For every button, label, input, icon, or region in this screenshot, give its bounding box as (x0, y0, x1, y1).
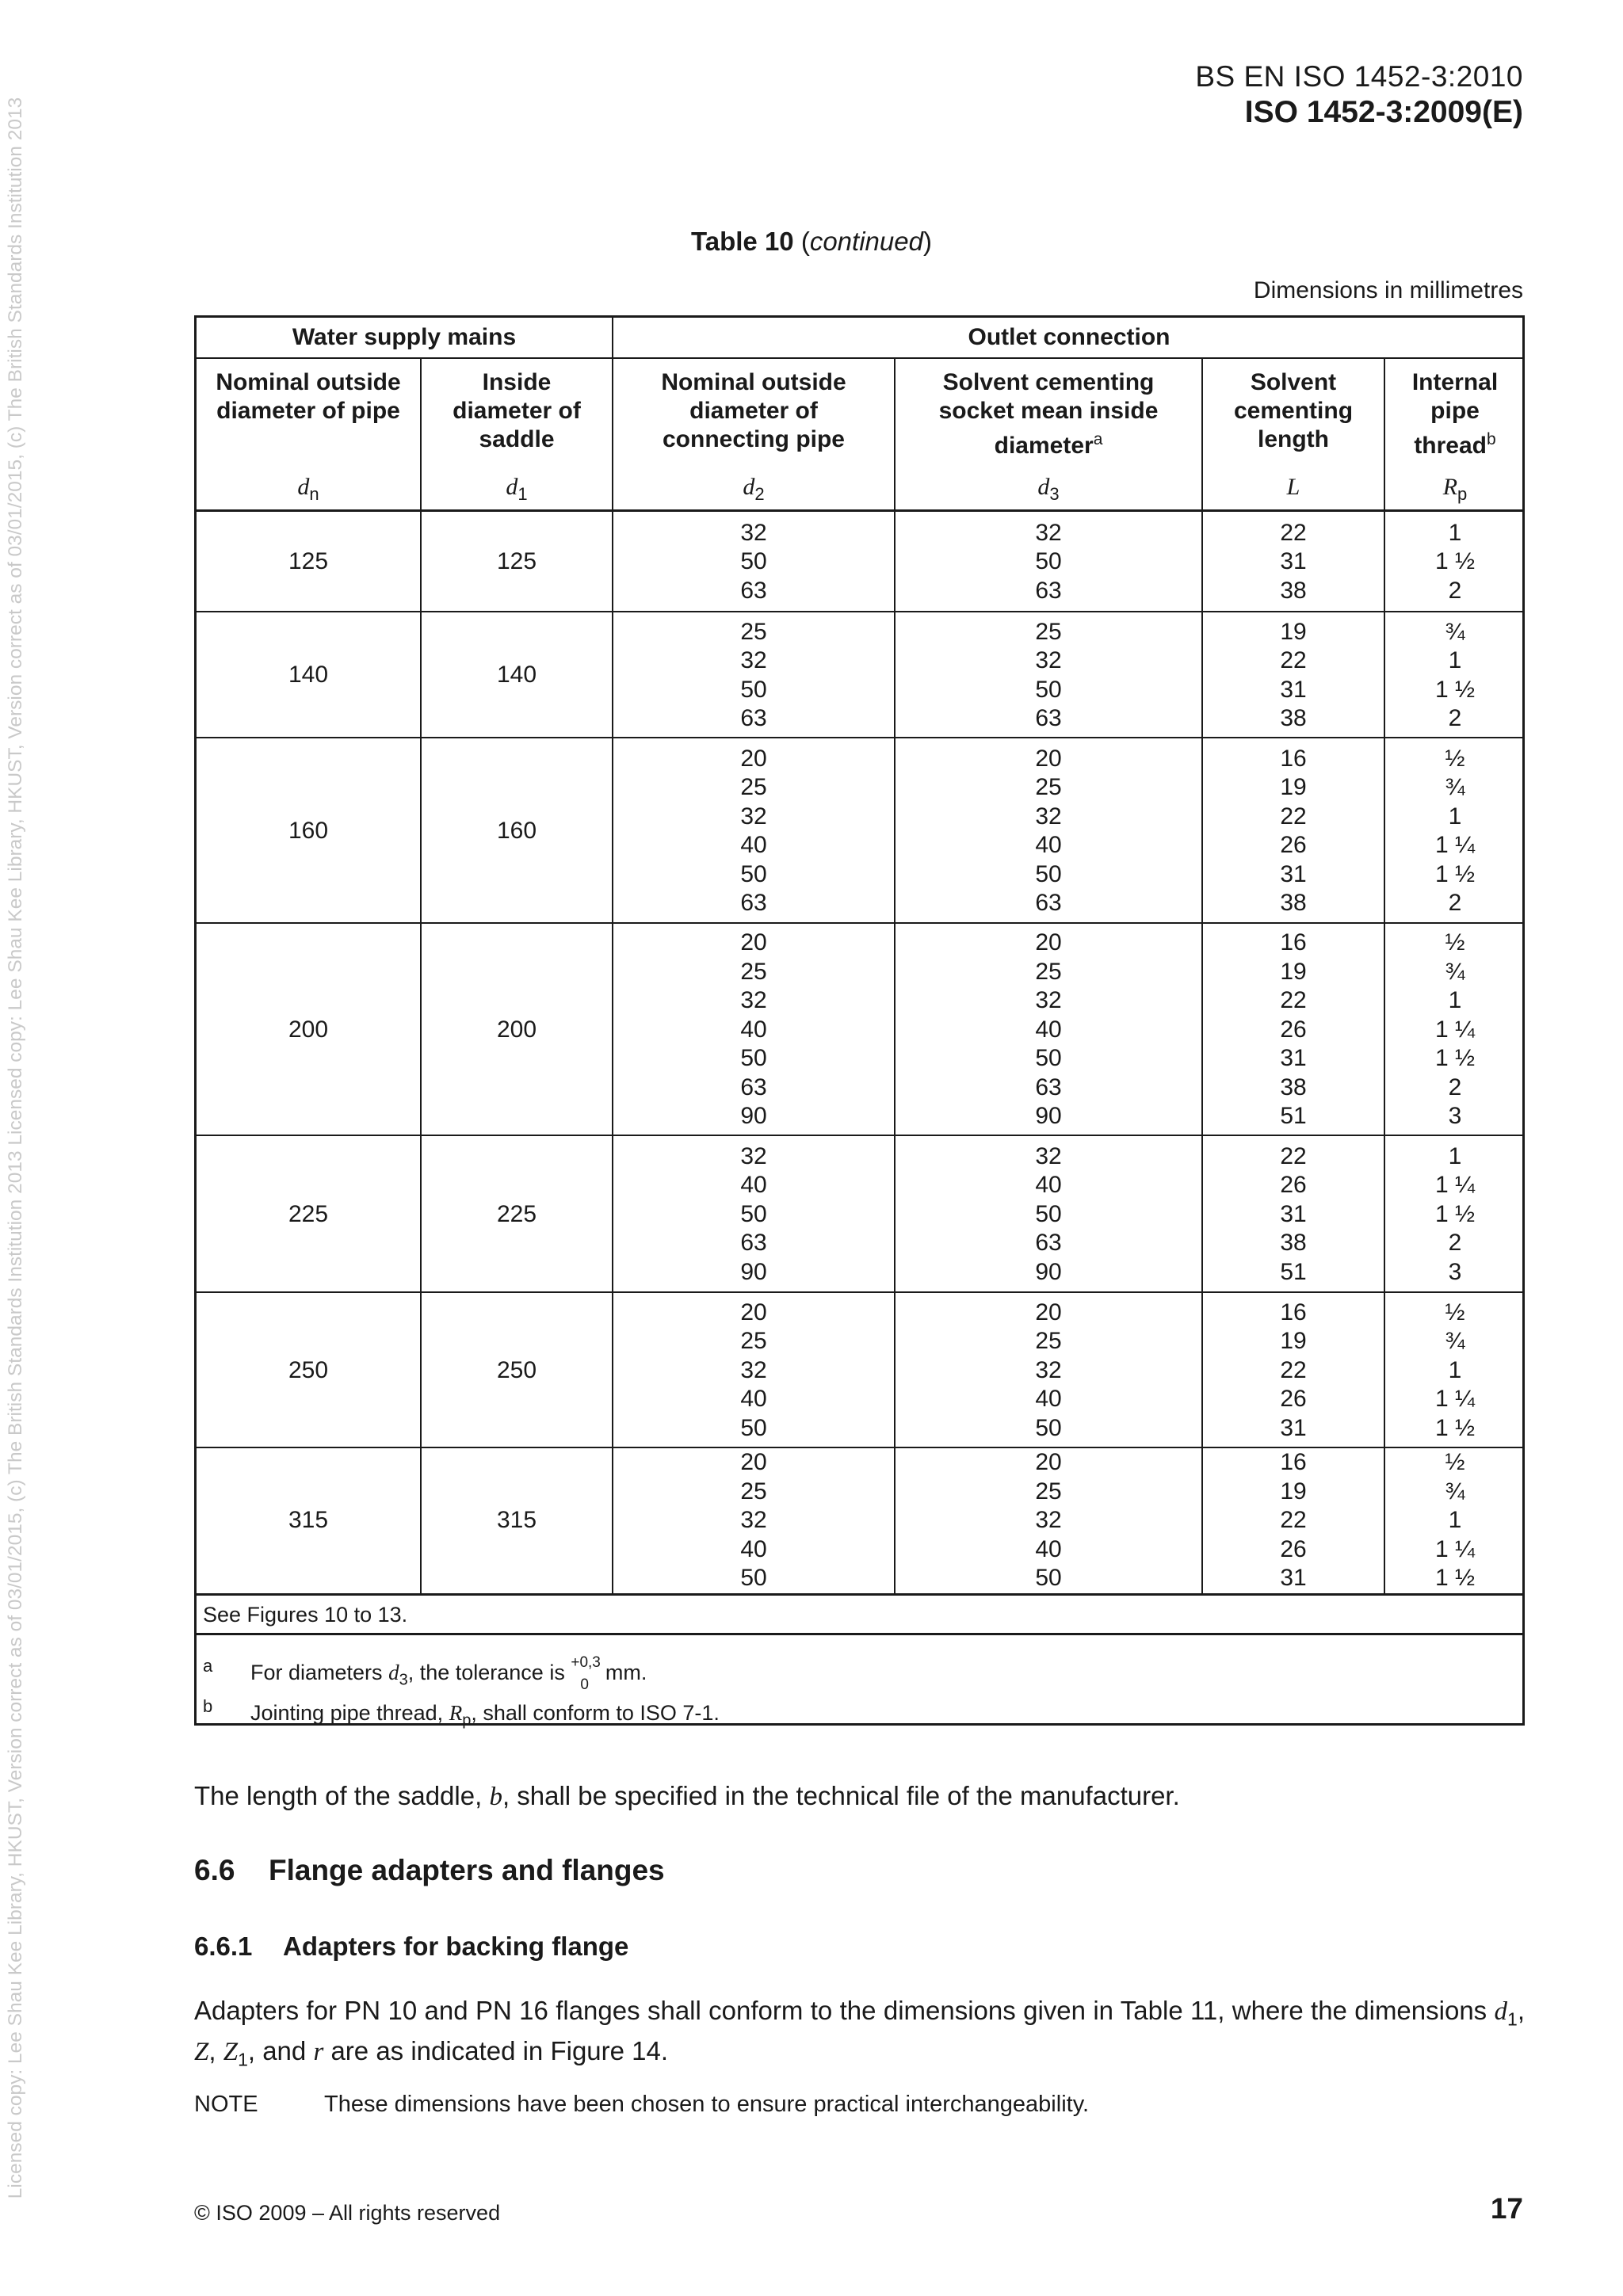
col-rule-1 (420, 357, 422, 1593)
table-cell-d2: 32 40 50 63 90 (740, 1142, 767, 1285)
table-cell-d2: 20 25 32 40 50 63 (740, 745, 767, 916)
subsection-number: 6.6.1 (194, 1932, 253, 1961)
table-cell-L: 16 19 22 26 31 38 (1280, 745, 1307, 916)
footnote-b-text: Jointing pipe thread, $R_p$, shall conform to ISO 7-1. (250, 1701, 720, 1730)
col-header-Rp-sup: b (1487, 430, 1496, 448)
rule-group-4 (197, 1135, 1522, 1136)
symbol-dn: $d_n$ (297, 474, 319, 504)
footnote-b-mark: b (203, 1696, 213, 1716)
footnote-a-text: For diameters $d_3$, the tolerance is +0,3 0 mm. (250, 1654, 647, 1693)
table-cell-d2: 32 50 63 (740, 519, 767, 604)
adapters-paragraph: Adapters for PN 10 and PN 16 flanges shall conform to the dimensions given in Table 11, where the dimensions $d_1$, Z, $Z_1$, and r are as indicated in Figure 14. (194, 1996, 1526, 2070)
subsection-title: Adapters for backing flange (283, 1932, 629, 1961)
table-cell-d1: 160 (496, 817, 537, 844)
table-cell-d1: 225 (496, 1200, 537, 1227)
standard-number-iso: ISO 1452-3:2009(E) (1244, 95, 1523, 129)
note-label: NOTE (194, 2092, 258, 2117)
table-title-suffix: continued (809, 227, 923, 256)
table-cell-dn: 200 (288, 1016, 329, 1043)
rule-group-1 (197, 611, 1522, 612)
table-cell-d3: 32 50 63 (1035, 519, 1062, 604)
symbol-d3: $d_3$ (1037, 474, 1060, 504)
table-cell-d2: 20 25 32 40 50 (740, 1449, 767, 1592)
page-number: 17 (1490, 2192, 1523, 2225)
table-units: Dimensions in millimetres (1253, 277, 1523, 303)
table-cell-d1: 250 (496, 1356, 537, 1383)
table-cell-Rp: ½ ¾ 1 1 ¼ 1 ½ (1434, 1449, 1476, 1592)
watermark-text: Licensed copy: Lee Shau Kee Library, HKUST, Version correct as of 03/01/2015, (c) The British Standards Institution 2013 Licensed copy: Lee Shau Kee Library, HKUST, Version correct as of 03/01/2015, (c) The British Standards Institution 2013 (5, 97, 26, 2199)
section-6-6-heading (194, 1854, 665, 1887)
col-header-d1: Inside diameter of saddle (453, 369, 581, 452)
table-cell-d2: 20 25 32 40 50 63 90 (740, 929, 767, 1130)
table-cell-d2: 20 25 32 40 50 (740, 1299, 767, 1441)
rule-header-bottom (197, 509, 1522, 512)
table-cell-Rp: 1 1 ¼ 1 ½ 2 3 (1434, 1142, 1476, 1285)
col-header-Rp-label: Internal pipe thread (1411, 369, 1499, 459)
col-header-d3-sup: a (1093, 430, 1103, 448)
col-header-dn: Nominal outside diameter of pipe (216, 369, 401, 424)
symbol-d1: $d_1$ (506, 474, 528, 504)
table-cell-L: 16 19 22 26 31 38 51 (1280, 929, 1307, 1130)
table-cell-d3: 32 40 50 63 90 (1035, 1142, 1062, 1285)
table-cell-dn: 125 (288, 548, 329, 575)
rule-group-header (197, 357, 1522, 359)
col-header-d3-label: Solvent cementing socket mean inside diameter (938, 369, 1159, 459)
col-header-L: Solvent cementing length (1233, 369, 1354, 452)
rule-group-5 (197, 1291, 1522, 1293)
group-header-outlet: Outlet connection (968, 324, 1170, 350)
table-cell-Rp: ½ ¾ 1 1 ¼ 1 ½ (1434, 1299, 1476, 1441)
col-header-d3 (896, 368, 1201, 460)
rule-see-figures (197, 1633, 1522, 1635)
table-cell-d3: 20 25 32 40 50 63 90 (1035, 929, 1062, 1130)
table-cell-L: 22 31 38 (1280, 519, 1307, 604)
col-header-d2: Nominal outside diameter of connecting pipe (661, 369, 846, 452)
col-header-Rp (1385, 368, 1525, 460)
table-cell-d2: 25 32 50 63 (740, 618, 767, 731)
table-title-main: Table 10 (691, 227, 794, 256)
table-cell-dn: 315 (288, 1507, 329, 1534)
table-cell-dn: 140 (288, 662, 329, 688)
table-cell-L: 16 19 22 26 31 (1280, 1449, 1307, 1592)
table-cell-d1: 140 (496, 662, 537, 688)
table-cell-Rp: ¾ 1 1 ½ 2 (1434, 618, 1476, 731)
table-cell-d1: 125 (496, 548, 537, 575)
table-cell-L: 19 22 31 38 (1280, 618, 1307, 731)
symbol-L: L (1286, 474, 1300, 500)
table-cell-L: 22 26 31 38 51 (1280, 1142, 1307, 1285)
standard-number-bs: BS EN ISO 1452-3:2010 (1195, 60, 1523, 93)
copyright-footer: © ISO 2009 – All rights reserved (194, 2201, 501, 2225)
table-cell-d3: 20 25 32 40 50 (1035, 1449, 1062, 1592)
table-cell-Rp: ½ ¾ 1 1 ¼ 1 ½ 2 3 (1434, 929, 1476, 1130)
rule-group-2 (197, 737, 1522, 738)
rule-group-3 (197, 922, 1522, 924)
symbol-Rp: $R_p$ (1442, 474, 1468, 504)
note-text: These dimensions have been chosen to ensure practical interchangeability. (324, 2092, 1090, 2117)
table-cell-d1: 200 (496, 1016, 537, 1043)
tolerance-value: +0,3 0 (571, 1654, 601, 1693)
table-cell-Rp: ½ ¾ 1 1 ¼ 1 ½ 2 (1434, 745, 1476, 916)
table-cell-d1: 315 (496, 1507, 537, 1534)
dimensions-table (194, 315, 1525, 1730)
saddle-length-paragraph: The length of the saddle, b, shall be specified in the technical file of the manufacturer. (194, 1781, 1180, 1811)
license-watermark (0, 0, 32, 2296)
symbol-d2: $d_2$ (743, 474, 765, 504)
table-cell-d3: 20 25 32 40 50 (1035, 1299, 1062, 1441)
table-cell-dn: 225 (288, 1200, 329, 1227)
table-cell-d3: 20 25 32 40 50 63 (1035, 745, 1062, 916)
table-cell-dn: 250 (288, 1356, 329, 1383)
table-title: Table 10 (continued) (691, 227, 932, 256)
group-header-water-supply: Water supply mains (292, 324, 517, 350)
rule-body-bottom (197, 1593, 1522, 1596)
section-6-6-1-heading (194, 1932, 628, 1962)
table-cell-d3: 25 32 50 63 (1035, 618, 1062, 731)
table-cell-Rp: 1 1 ½ 2 (1434, 519, 1476, 604)
note (194, 2092, 1089, 2118)
section-number: 6.6 (194, 1854, 235, 1886)
see-figures-note: See Figures 10 to 13. (203, 1603, 408, 1627)
table-cell-L: 16 19 22 26 31 (1280, 1299, 1307, 1441)
footnote-a-mark: a (203, 1656, 213, 1676)
table-cell-dn: 160 (288, 817, 329, 844)
section-title: Flange adapters and flanges (269, 1854, 665, 1886)
